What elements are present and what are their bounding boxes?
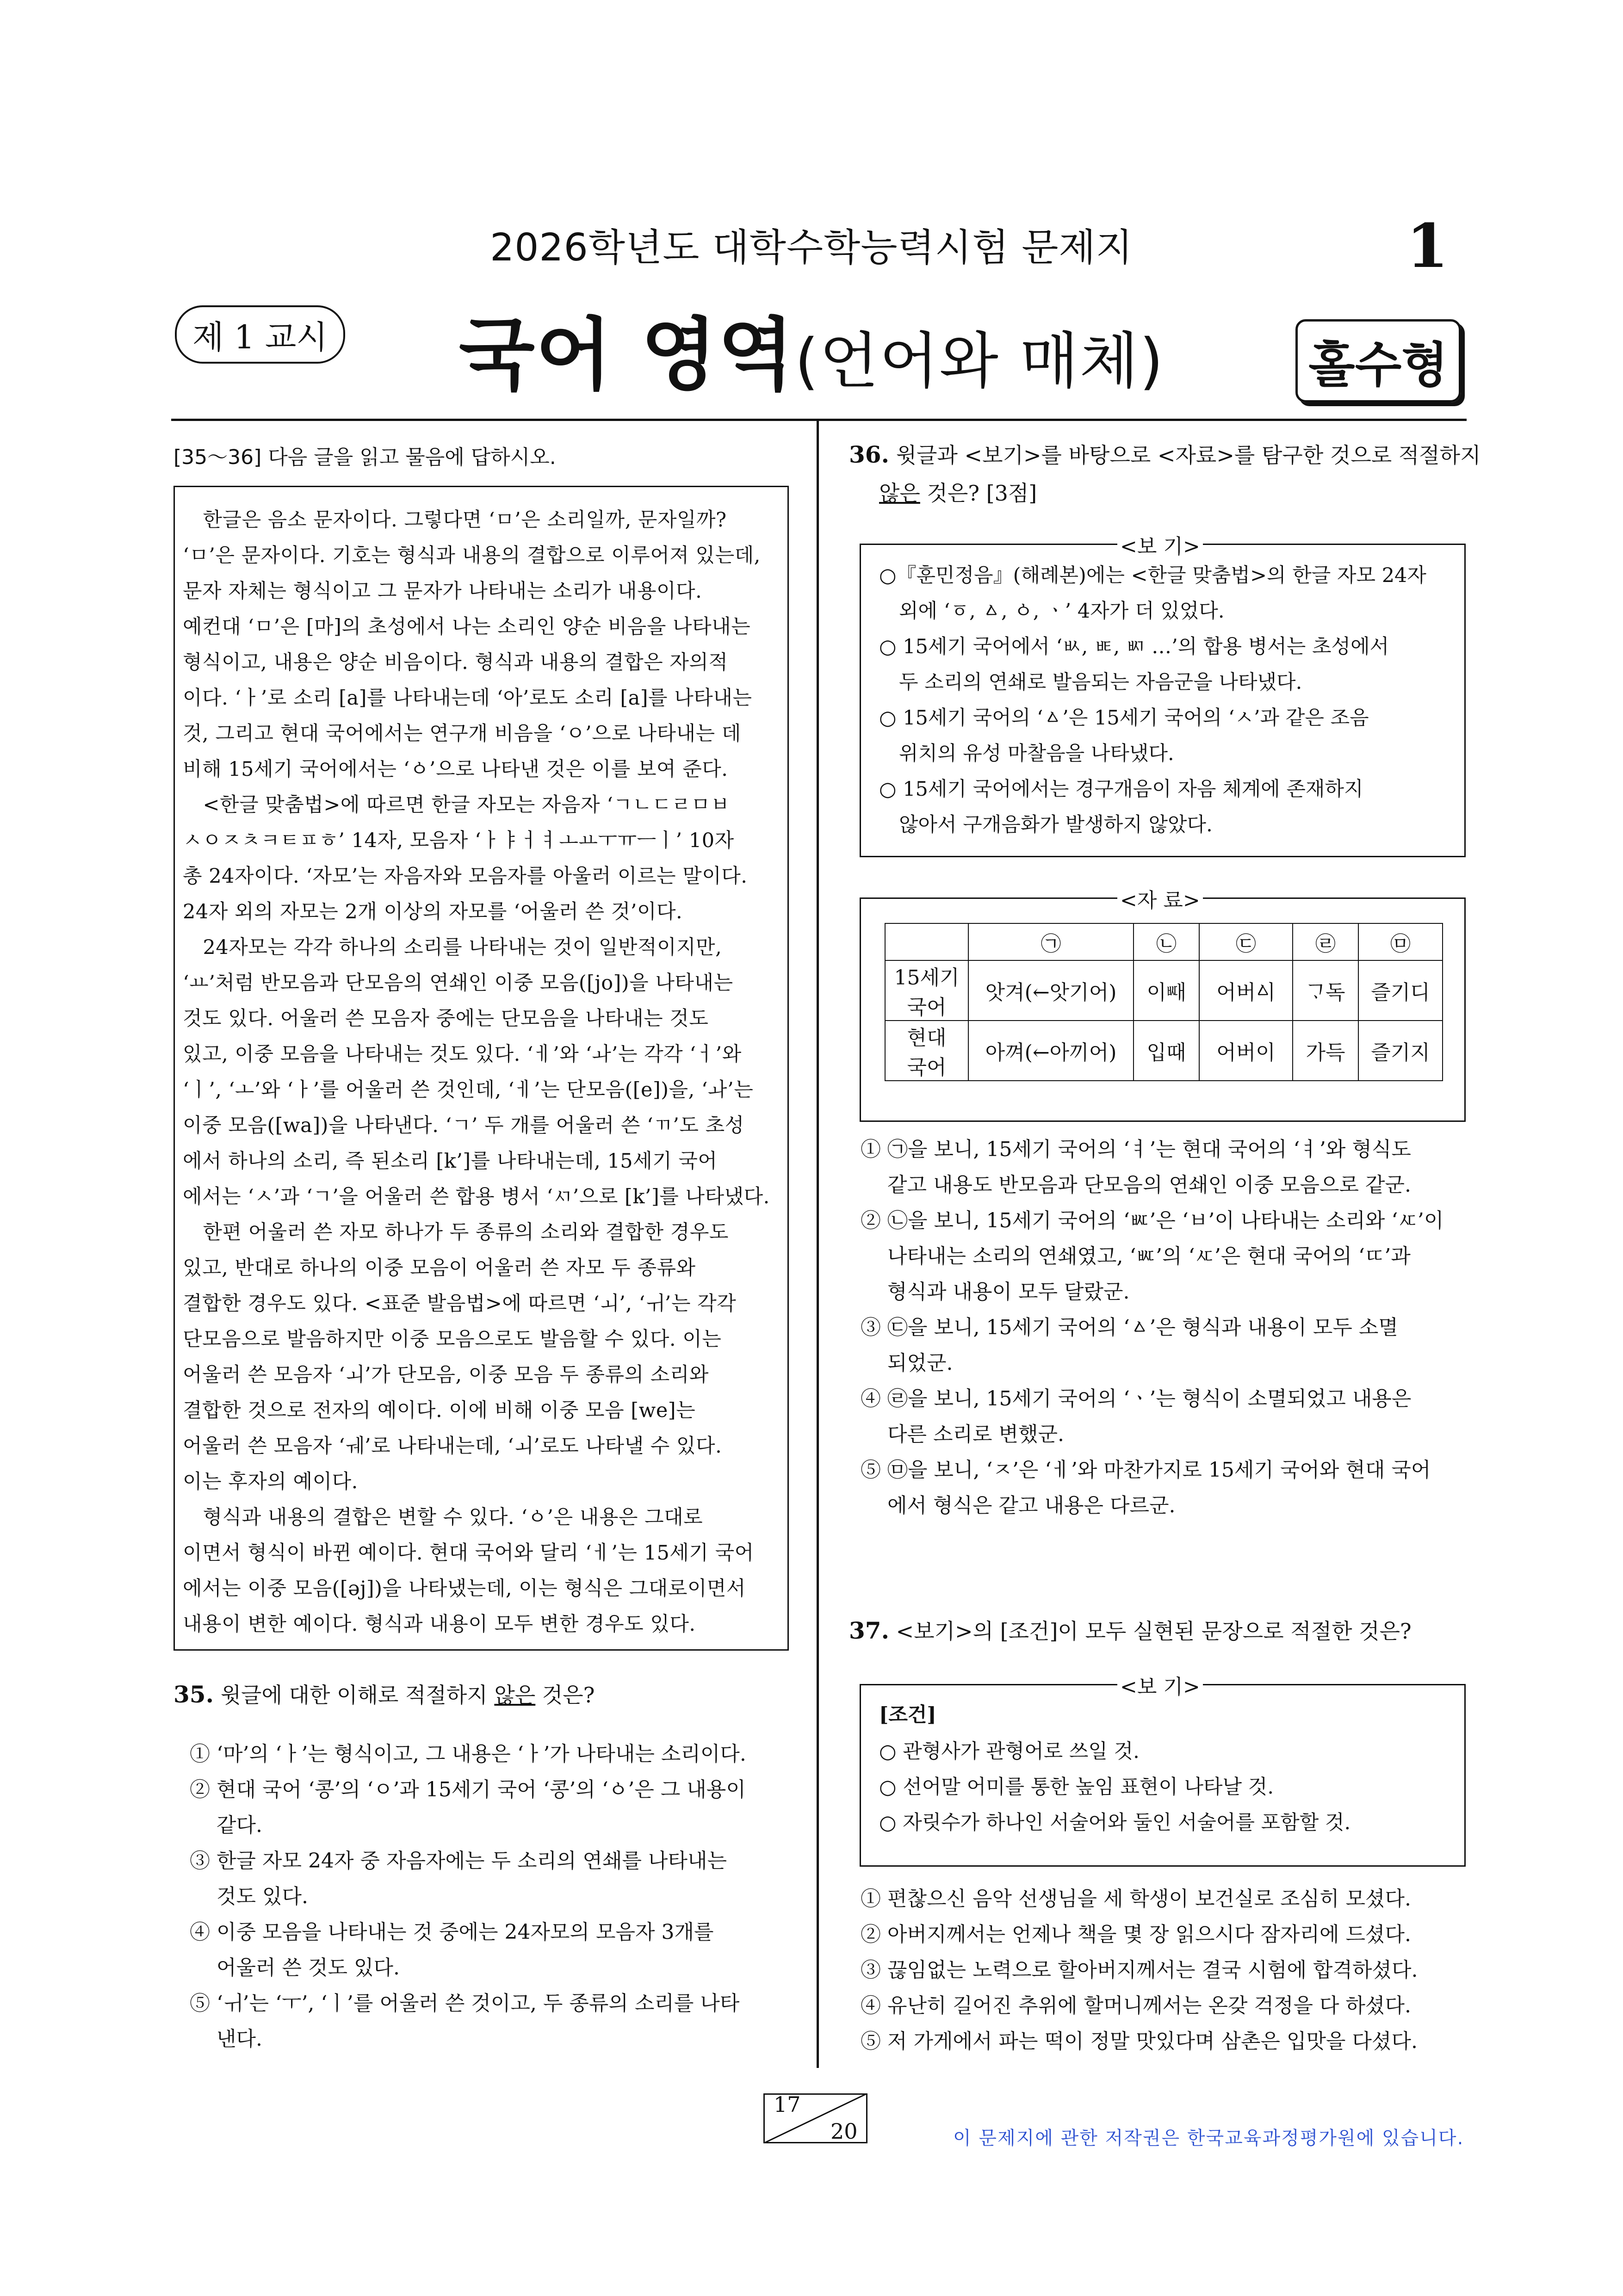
passage-line: 에서는 이중 모음([əj])을 나타냈는데, 이는 형식은 그대로이면서 bbox=[183, 1577, 746, 1600]
q37-option[interactable]: ⑤ 저 가게에서 파는 떡이 정말 맛있다며 삼촌은 입맛을 다셨다. bbox=[861, 2030, 1418, 2053]
q35-option[interactable]: ③ 한글 자모 24자 중 자음자에는 두 소리의 연쇄를 나타내는 bbox=[190, 1849, 727, 1873]
passage-line: 결합한 것으로 전자의 예이다. 이에 비해 이중 모음 [we]는 bbox=[183, 1399, 696, 1422]
q36-bogi-line: ○ 15세기 국어에서 ‘ㅄ, ㅷ, ㅴ …’의 합용 병서는 초성에서 bbox=[879, 635, 1389, 658]
passage-line: 예컨대 ‘ㅁ’은 [마]의 초성에서 나는 소리인 양순 비음을 나타내는 bbox=[183, 615, 751, 638]
q35-stem-pre: 윗글에 대한 이해로 적절하지 bbox=[220, 1683, 495, 1708]
q37-bogi-label: <보 기> bbox=[1117, 1670, 1203, 1700]
table-cell: 아껴(←아끼어) bbox=[968, 1021, 1134, 1081]
q36-bogi-line: 않아서 구개음화가 발생하지 않았다. bbox=[879, 813, 1213, 836]
passage-line: 형식이고, 내용은 양순 비음이다. 형식과 내용의 결합은 자의적 bbox=[183, 651, 728, 674]
passage-line: 24자 외의 자모는 2개 이상의 자모를 ‘어울러 쓴 것’이다. bbox=[183, 900, 683, 923]
page-current: 17 bbox=[774, 2092, 801, 2117]
exam-title: 2026학년도 대학수학능력시험 문제지 bbox=[490, 226, 1133, 270]
page-number: 1 bbox=[1406, 210, 1449, 281]
passage-line: ㅅㅇㅈㅊㅋㅌㅍㅎ’ 14자, 모음자 ‘ㅏㅑㅓㅕㅗㅛㅜㅠㅡㅣ’ 10자 bbox=[183, 829, 734, 852]
table-cell: 어버ᅀᅵ bbox=[1199, 960, 1293, 1021]
passage-line: 어울러 쓴 모음자 ‘ㅚ’가 단모음, 이중 모음 두 종류의 소리와 bbox=[183, 1363, 709, 1386]
q36-data-table bbox=[885, 923, 1443, 1081]
q35-option: 낸다. bbox=[190, 2027, 262, 2051]
passage-line: 있고, 이중 모음을 나타내는 것도 있다. ‘ㅔ’와 ‘ㅘ’는 각각 ‘ㅓ’와 bbox=[183, 1043, 742, 1066]
passage-line: 이는 후자의 예이다. bbox=[183, 1470, 358, 1493]
column-divider bbox=[817, 421, 819, 2068]
table-cell: 즐기지 bbox=[1358, 1021, 1443, 1081]
table-row bbox=[885, 960, 1443, 1021]
q36-stem-under: 않은 bbox=[879, 481, 920, 506]
row-label-a: 현대 bbox=[907, 1026, 947, 1050]
table-cell: 즐기디 bbox=[1358, 960, 1443, 1021]
passage-line: 24자모는 각각 하나의 소리를 나타내는 것이 일반적이지만, bbox=[183, 936, 722, 959]
q35-number: 35. bbox=[173, 1681, 214, 1708]
q35-option: 것도 있다. bbox=[190, 1885, 308, 1908]
passage-line: 것, 그리고 현대 국어에서는 연구개 비음을 ‘ㅇ’으로 나타내는 데 bbox=[183, 722, 741, 745]
q36-bogi-line: ○ 15세기 국어에서는 경구개음이 자음 체계에 존재하지 bbox=[879, 778, 1363, 801]
passage-line: 한글은 음소 문자이다. 그렇다면 ‘ㅁ’은 소리일까, 문자일까? bbox=[183, 508, 727, 532]
passage-line: 에서는 ‘ㅅ’과 ‘ㄱ’을 어울러 쓴 합용 병서 ‘ㅺ’으로 [k’]를 나타냈다. bbox=[183, 1185, 770, 1208]
q36-stem bbox=[849, 439, 1481, 469]
passage-line: 있고, 반대로 하나의 이중 모음이 어울러 쓴 자모 두 종류와 bbox=[183, 1256, 696, 1280]
q37-option[interactable]: ③ 끊임없는 노력으로 할아버지께서는 결국 시험에 합격하셨다. bbox=[861, 1958, 1418, 1982]
q37-stem bbox=[849, 1615, 1412, 1645]
row-label-b: 국어 bbox=[907, 996, 947, 1019]
passage-line: 한편 어울러 쓴 자모 하나가 두 종류의 소리와 결합한 경우도 bbox=[183, 1221, 729, 1244]
q36-option: 다른 소리로 변했군. bbox=[861, 1423, 1064, 1446]
q36-option: 에서 형식은 같고 내용은 다르군. bbox=[861, 1494, 1176, 1517]
passage-line: 이면서 형식이 바뀐 예이다. 현대 국어와 달리 ‘ㅔ’는 15세기 국어 bbox=[183, 1541, 754, 1565]
q36-stem-line1: 윗글과 <보기>를 바탕으로 <자료>를 탐구한 것으로 적절하지 bbox=[896, 443, 1481, 468]
copyright-notice: 이 문제지에 관한 저작권은 한국교육과정평가원에 있습니다. bbox=[953, 2128, 1464, 2149]
q36-bogi-line: ○ 15세기 국어의 ‘ㅿ’은 15세기 국어의 ‘ㅅ’과 같은 조음 bbox=[879, 706, 1369, 730]
passage-line: 단모음으로 발음하지만 이중 모음으로도 발음할 수 있다. 이는 bbox=[183, 1328, 722, 1351]
passage-line: ‘ㅁ’은 문자이다. 기호는 형식과 내용의 결합으로 이루어져 있는데, bbox=[183, 544, 761, 567]
q35-option: 어울러 쓴 것도 있다. bbox=[190, 1956, 400, 1980]
q36-option: 나타내는 소리의 연쇄였고, ‘ㅵ’의 ‘ㅼ’은 현대 국어의 ‘ㄸ’과 bbox=[861, 1244, 1411, 1268]
q36-option[interactable]: ③ ㉢을 보니, 15세기 국어의 ‘ㅿ’은 형식과 내용이 모두 소멸 bbox=[861, 1316, 1398, 1339]
table-header: ㉢ bbox=[1199, 923, 1293, 960]
table-corner bbox=[885, 923, 968, 960]
passage-line: 비해 15세기 국어에서는 ‘ㆁ’으로 나타낸 것은 이를 보여 준다. bbox=[183, 758, 728, 781]
q36-bogi-line: 외에 ‘ㆆ, ㅿ, ㆁ, ㆍ’ 4자가 더 있었다. bbox=[879, 600, 1225, 623]
table-header-row bbox=[885, 923, 1443, 960]
session-badge: 제 1 교시 bbox=[175, 305, 345, 364]
q37-option[interactable]: ② 아버지께서는 언제나 책을 몇 장 읽으시다 잠자리에 드셨다. bbox=[861, 1923, 1411, 1946]
table-header: ㉤ bbox=[1358, 923, 1443, 960]
page-total: 20 bbox=[830, 2119, 858, 2144]
table-header: ㉣ bbox=[1293, 923, 1358, 960]
passage-line: 총 24자이다. ‘자모’는 자음자와 모음자를 아울러 이르는 말이다. bbox=[183, 865, 748, 888]
q36-stem-post: 것은? [3점] bbox=[920, 481, 1037, 506]
q37-option[interactable]: ④ 유난히 길어진 추위에 할머니께서는 온갖 걱정을 다 하셨다. bbox=[861, 1994, 1411, 2018]
passage-line: 형식과 내용의 결합은 변할 수 있다. ‘ㆁ’은 내용은 그대로 bbox=[183, 1506, 703, 1529]
subject-main: 국어 영역 bbox=[458, 309, 795, 401]
table-cell: 이ᄣᅢ bbox=[1134, 960, 1199, 1021]
passage-line: 에서 하나의 소리, 즉 된소리 [k’]를 나타내는데, 15세기 국어 bbox=[183, 1150, 718, 1173]
table-header: ㉠ bbox=[968, 923, 1134, 960]
passage-line: ‘ㅣ’, ‘ㅗ’와 ‘ㅏ’를 어울러 쓴 것인데, ‘ㅔ’는 단모음([e])을, ‘ㅘ’는 bbox=[183, 1078, 754, 1102]
table-cell: 입때 bbox=[1134, 1021, 1199, 1081]
passage-line: 어울러 쓴 모음자 ‘ㅞ’로 나타내는데, ‘ㅚ’로도 나타낼 수 있다. bbox=[183, 1435, 722, 1458]
q36-bogi-line: 위치의 유성 마찰음을 나타냈다. bbox=[879, 742, 1174, 765]
q36-bogi-line: ○『훈민정음』(해례본)에는 <한글 맞춤법>의 한글 자모 24자 bbox=[879, 564, 1426, 587]
table-header: ㉡ bbox=[1134, 923, 1199, 960]
q36-option: 같고 내용도 반모음과 단모음의 연쇄인 이중 모음으로 같군. bbox=[861, 1173, 1411, 1197]
q35-stem bbox=[173, 1678, 595, 1709]
q36-option: 형식과 내용이 모두 달랐군. bbox=[861, 1280, 1130, 1304]
passage-line: ‘ㅛ’처럼 반모음과 단모음의 연쇄인 이중 모음([jo])을 나타내는 bbox=[183, 972, 733, 995]
q37-condition: ○ 자릿수가 하나인 서술어와 둘인 서술어를 포함할 것. bbox=[879, 1811, 1351, 1834]
q36-bogi-line: 두 소리의 연쇄로 발음되는 자음군을 나타냈다. bbox=[879, 671, 1302, 694]
q37-condition: ○ 선어말 어미를 통한 높임 표현이 나타날 것. bbox=[879, 1776, 1274, 1799]
passage-line: <한글 맞춤법>에 따르면 한글 자모는 자음자 ‘ㄱㄴㄷㄹㅁㅂ bbox=[183, 793, 730, 817]
q37-condition-title: [조건] bbox=[879, 1703, 936, 1727]
q35-stem-under: 않은 bbox=[494, 1683, 536, 1708]
table-cell: 가득 bbox=[1293, 1021, 1358, 1081]
passage-line: 문자 자체는 형식이고 그 문자가 나타내는 소리가 내용이다. bbox=[183, 580, 702, 603]
row-label bbox=[885, 1021, 968, 1081]
passage-line: 것도 있다. 어울러 쓴 모음자 중에는 단모음을 나타내는 것도 bbox=[183, 1007, 709, 1030]
subject-sub: (언어와 매체) bbox=[794, 326, 1165, 397]
form-type-badge: 홀수형 bbox=[1295, 319, 1461, 402]
table-cell: 앗겨(←앗기어) bbox=[968, 960, 1134, 1021]
table-cell: ᄀᆞ독 bbox=[1293, 960, 1358, 1021]
row-label-a: 15세기 bbox=[894, 966, 960, 990]
q35-option[interactable]: ⑤ ‘ㅟ’는 ‘ㅜ’, ‘ㅣ’를 어울러 쓴 것이고, 두 종류의 소리를 나타 bbox=[190, 1992, 740, 2015]
q36-option[interactable]: ⑤ ㉤을 보니, ‘ㅈ’은 ‘ㅔ’와 마찬가지로 15세기 국어와 현대 국어 bbox=[861, 1458, 1431, 1482]
q35-option[interactable]: ① ‘마’의 ‘ㅏ’는 형식이고, 그 내용은 ‘ㅏ’가 나타내는 소리이다. bbox=[190, 1742, 746, 1766]
passage-line: 결합한 경우도 있다. <표준 발음법>에 따르면 ‘ㅚ’, ‘ㅟ’는 각각 bbox=[183, 1292, 737, 1315]
q36-option[interactable]: ④ ㉣을 보니, 15세기 국어의 ‘ㆍ’는 형식이 소멸되었고 내용은 bbox=[861, 1387, 1412, 1411]
q37-number: 37. bbox=[849, 1617, 889, 1644]
q35-option[interactable]: ② 현대 국어 ‘콩’의 ‘ㅇ’과 15세기 국어 ‘콩’의 ‘ㆁ’은 그 내용이 bbox=[190, 1778, 746, 1801]
passage-line: 내용이 변한 예이다. 형식과 내용이 모두 변한 경우도 있다. bbox=[183, 1613, 696, 1636]
q35-option: 같다. bbox=[190, 1813, 262, 1837]
q36-stem-line2 bbox=[879, 477, 1037, 507]
q36-table-label: <자 료> bbox=[1117, 884, 1203, 913]
q36-option: 되었군. bbox=[861, 1351, 953, 1375]
passage-line: 이다. ‘ㅏ’로 소리 [a]를 나타내는데 ‘아’로도 소리 [a]를 나타내는 bbox=[183, 687, 752, 710]
q36-bogi-label: <보 기> bbox=[1117, 530, 1203, 559]
q36-number: 36. bbox=[849, 441, 889, 468]
passage-intro: [35～36] 다음 글을 읽고 물음에 답하시오. bbox=[173, 446, 556, 469]
table-cell: 어버이 bbox=[1199, 1021, 1293, 1081]
row-label bbox=[885, 960, 968, 1021]
row-label-b: 국어 bbox=[907, 1056, 947, 1079]
header-divider bbox=[171, 419, 1467, 421]
q37-option[interactable]: ① 편찮으신 음악 선생님을 세 학생이 보건실로 조심히 모셨다. bbox=[861, 1887, 1411, 1911]
passage-line: 이중 모음([wa])을 나타낸다. ‘ㄱ’ 두 개를 어울러 쓴 ‘ㄲ’도 초성 bbox=[183, 1114, 744, 1137]
q36-option[interactable]: ① ㉠을 보니, 15세기 국어의 ‘ㅕ’는 현대 국어의 ‘ㅕ’와 형식도 bbox=[861, 1138, 1411, 1161]
q36-option[interactable]: ② ㉡을 보니, 15세기 국어의 ‘ㅵ’은 ‘ㅂ’이 나타내는 소리와 ‘ㅼ’이 bbox=[861, 1209, 1444, 1232]
q37-stem-text: <보기>의 [조건]이 모두 실현된 문장으로 적절한 것은? bbox=[896, 1619, 1412, 1644]
q37-condition: ○ 관형사가 관형어로 쓰일 것. bbox=[879, 1740, 1140, 1763]
table-row bbox=[885, 1021, 1443, 1081]
q35-option[interactable]: ④ 이중 모음을 나타내는 것 중에는 24자모의 모음자 3개를 bbox=[190, 1920, 714, 1944]
q35-stem-post: 것은? bbox=[535, 1683, 595, 1708]
